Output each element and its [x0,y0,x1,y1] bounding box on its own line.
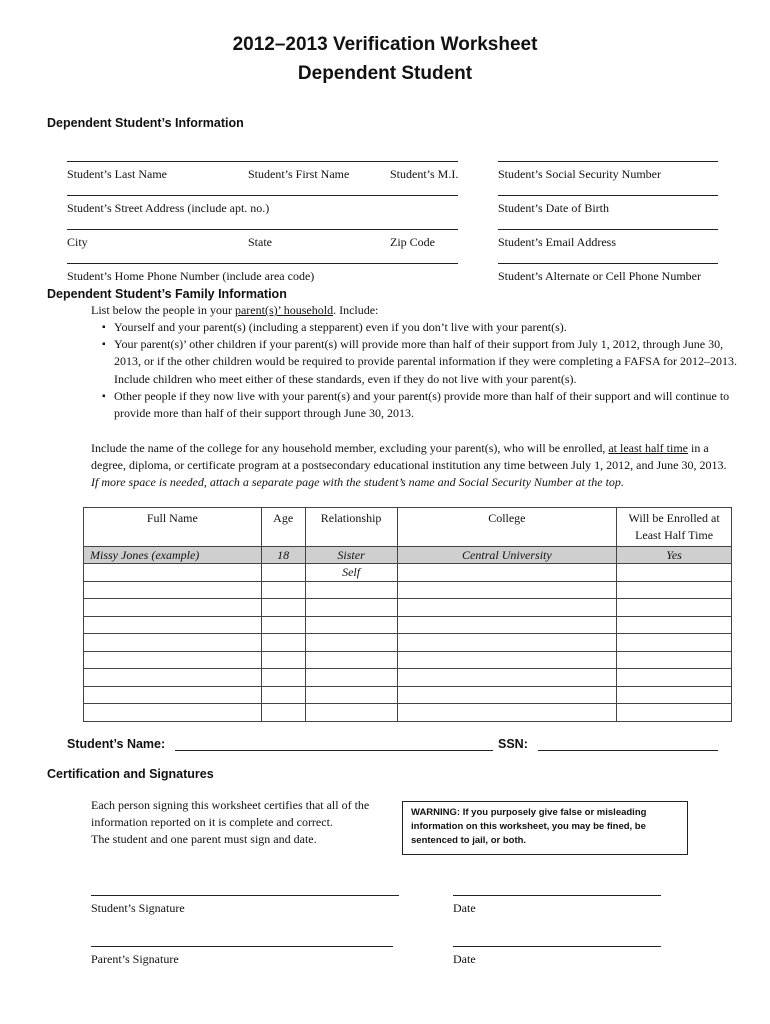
certification-line: Each person signing this worksheet certifies that all of the [91,798,370,812]
cell-enrolled[interactable] [617,599,732,617]
example-age: 18 [261,547,305,564]
cell-age[interactable] [261,704,305,722]
first-name-label: Student’s First Name [248,167,350,181]
cell-college[interactable] [397,616,617,634]
table-row [84,651,732,669]
student-signature-line [91,895,399,896]
page-subtitle: Dependent Student [297,63,473,84]
cell-relationship[interactable] [305,599,397,617]
alt-phone-label: Student’s Alternate or Cell Phone Number [498,269,701,283]
email-label: Student’s Email Address [498,235,616,249]
cell-age[interactable] [261,564,305,582]
city-state-zip-input[interactable] [67,213,458,229]
parent-signature-label: Parent’s Signature [91,952,179,966]
cell-enrolled[interactable] [617,669,732,687]
home-phone-line [67,263,458,264]
cell-college[interactable] [397,581,617,599]
cell-relationship[interactable] [305,669,397,687]
household-table [83,507,732,722]
last-name-label: Student’s Last Name [67,167,167,181]
street-input[interactable] [67,179,458,195]
certification-line: information reported on it is complete and correct. [91,815,333,830]
home-phone-label: Student’s Home Phone Number (include area code) [67,269,315,283]
cell-enrolled[interactable] [617,564,732,582]
cell-relationship[interactable] [305,581,397,599]
parent-date-label: Date [453,952,476,966]
household-intro [91,302,741,319]
household-intro-prefix: List below the people in your [91,303,235,317]
cell-college[interactable] [397,704,617,722]
example-college: Central University [397,547,617,564]
students-name-label: Student’s Name: [67,737,166,751]
header-college: College [397,508,617,547]
table-row [84,669,732,687]
header-full-name: Full Name [84,508,262,547]
cell-enrolled[interactable] [617,581,732,599]
college-prefix: Include the name of the college for any household member, excluding your parent(s), who will be enrolled, [91,441,609,455]
cell-college[interactable] [397,669,617,687]
household-intro-suffix: . Include: [333,303,379,317]
student-signature-label: Student’s Signature [91,901,185,915]
alt-phone-line [498,263,718,264]
cell-relationship[interactable] [305,616,397,634]
cell-enrolled[interactable] [617,686,732,704]
cell-college[interactable] [397,599,617,617]
cell-age[interactable] [261,686,305,704]
city-label: City [67,235,88,249]
table-row [84,704,732,722]
home-phone-input[interactable] [67,247,458,263]
warning-box: WARNING: If you purposely give false or misleading information on this worksheet, you may be fined, be sentenced to jail, or both. [402,801,688,855]
cell-age[interactable] [261,651,305,669]
name-line [67,161,458,162]
cell-relationship[interactable] [305,651,397,669]
household-intro-link: parent(s)’ household [234,303,334,317]
student-info-heading: Dependent Student’s Information [47,116,244,130]
alt-phone-input[interactable] [498,247,718,263]
table-row [84,564,732,582]
ssn-line [498,161,718,162]
certification-heading: Certification and Signatures [47,767,214,781]
city-line [67,229,458,230]
cell-college[interactable] [397,686,617,704]
cell-relationship[interactable] [305,704,397,722]
certification-line: The student and one parent must sign and date. [91,832,317,847]
cell-enrolled[interactable] [617,616,732,634]
ssn-inline-line [538,750,718,751]
cell-age[interactable] [261,634,305,652]
example-name: Missy Jones (example) [84,547,262,564]
state-label: State [248,235,272,249]
students-name-input[interactable] [175,734,493,750]
cell-age[interactable] [261,599,305,617]
header-enrolled: Will be Enrolled at Least Half Time [617,508,732,547]
email-line [498,229,718,230]
cell-full-name[interactable] [84,564,262,582]
header-age: Age [261,508,305,547]
cell-full-name[interactable] [84,634,262,652]
table-row [84,686,732,704]
dob-label: Student’s Date of Birth [498,201,609,215]
cell-relationship[interactable] [305,686,397,704]
cell-age[interactable] [261,616,305,634]
student-date-line [453,895,661,896]
cell-college[interactable] [397,634,617,652]
college-instructions [91,440,736,492]
student-signature-input[interactable] [91,879,399,895]
ssn-inline-input[interactable] [538,734,718,750]
ssn-label: Student’s Social Security Number [498,167,661,181]
cell-full-name[interactable] [84,686,262,704]
household-bullets [100,319,740,422]
cell-enrolled[interactable] [617,651,732,669]
street-label: Student’s Street Address (include apt. no.) [67,201,270,215]
cell-full-name[interactable] [84,599,262,617]
cell-enrolled[interactable] [617,634,732,652]
table-row [84,581,732,599]
table-row [84,634,732,652]
cell-enrolled[interactable] [617,704,732,722]
cell-full-name[interactable] [84,616,262,634]
bullet-item: ▪ Yourself and your parent(s) (including a stepparent) even if you don’t live with your parent(s). [100,319,740,336]
dob-input[interactable] [498,179,718,195]
street-line [67,195,458,196]
email-input[interactable] [498,213,718,229]
cell-full-name[interactable] [84,669,262,687]
cell-relationship[interactable]: Self [305,564,397,582]
header-relationship: Relationship [305,508,397,547]
table-header-row [84,508,732,547]
cell-full-name[interactable] [84,704,262,722]
bullet-item: ▪ Other people if they now live with your parent(s) and your parent(s) provide more than half of their support and will continue to provide more than half of their support through June 30, 2013. [100,388,740,422]
page-title: 2012–2013 Verification Worksheet [232,34,538,55]
college-underline: at least half time [608,441,688,455]
parent-signature-input[interactable] [91,930,393,946]
example-enrolled: Yes [617,547,732,564]
ssn-input[interactable] [498,145,718,161]
cell-college[interactable] [397,651,617,669]
cell-age[interactable] [261,581,305,599]
parent-date-input[interactable] [453,930,661,946]
mi-label: Student’s M.I. [390,167,459,181]
parent-date-line [453,946,661,947]
name-fields-input[interactable] [67,145,458,161]
table-row [84,599,732,617]
table-row [84,616,732,634]
certification-text [91,797,391,849]
college-italic: If more space is needed, attach a separate page with the student’s name and Social Security Number at the top. [91,475,624,490]
zip-label: Zip Code [390,235,435,249]
cell-full-name[interactable] [84,651,262,669]
bullet-item: ▪ Your parent(s)’ other children if your parent(s) will provide more than half of their support from July 1, 2012, through June 30, 2013, or if the other children would be required to provide parental information if they were completing a FAFSA for 2012–2013. Include children who meet either of these standards, even if they do not live with your parent(s). [100,336,740,388]
parent-signature-line [91,946,393,947]
cell-college[interactable] [397,564,617,582]
dob-line [498,195,718,196]
student-date-label: Date [453,901,476,915]
college-mid: in a degree, diploma, or certificate program at a postsecondary educational institution any time between July 1, 2012, and June 30, 2013. [91,441,727,473]
family-info-heading: Dependent Student’s Family Information [47,287,287,301]
example-row [84,547,732,564]
students-name-line [175,750,493,751]
cell-age[interactable] [261,669,305,687]
cell-relationship[interactable] [305,634,397,652]
cell-full-name[interactable] [84,581,262,599]
example-relationship: Sister [305,547,397,564]
ssn-inline-label: SSN: [498,737,528,751]
student-date-input[interactable] [453,879,661,895]
